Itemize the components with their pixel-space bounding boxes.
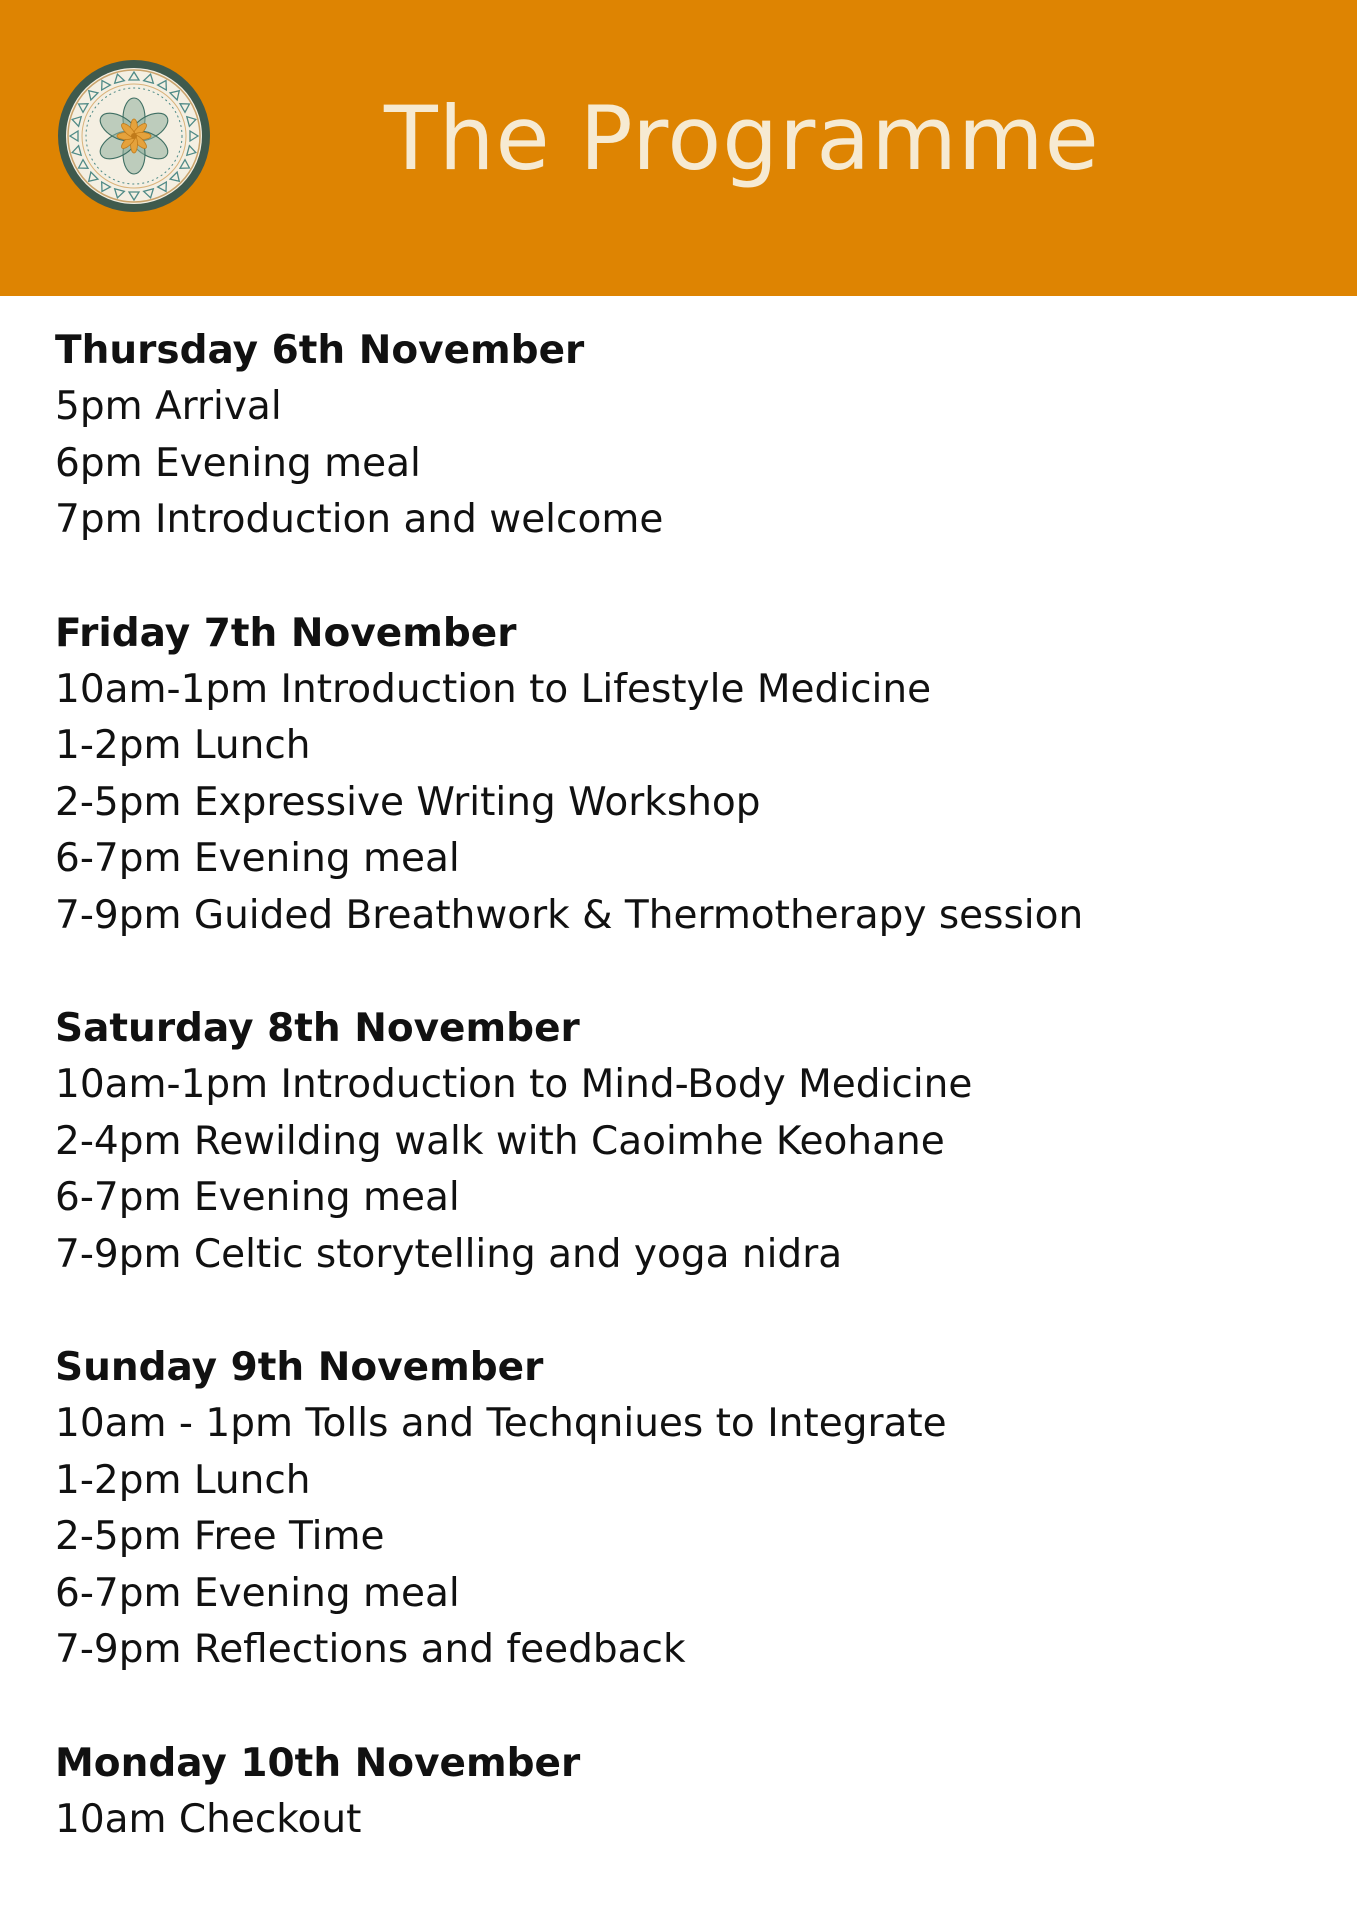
schedule-item: 1-2pm Lunch [55,1457,311,1503]
day-heading: Thursday 6th November [55,328,585,373]
schedule-item: 10am-1pm Introduction to Mind-Body Medicine [55,1062,973,1107]
day-heading: Sunday 9th November [55,1345,544,1390]
page-title: The Programme [384,87,1100,190]
schedule-item: 1-2pm Lunch [55,723,311,768]
day-section-saturday [55,1000,1315,1283]
schedule-item: 10am Checkout [55,1796,362,1842]
schedule-item: 2-5pm Expressive Writing Workshop [55,779,761,825]
schedule-item: 10am-1pm Introduction to Lifestyle Medicine [55,666,932,712]
programme-schedule [55,322,1315,1904]
schedule-item: 6-7pm Evening meal [55,836,460,881]
header-banner [0,0,1357,296]
day-section-friday [55,605,1315,945]
schedule-item: 10am - 1pm Tolls and Techqniues to Integrate [55,1401,947,1446]
schedule-item: 7-9pm Celtic storytelling and yoga nidra [55,1231,843,1277]
schedule-item: 2-4pm Rewilding walk with Caoimhe Keohane [55,1118,945,1164]
schedule-item: 7pm Introduction and welcome [55,497,664,542]
day-section-thursday [55,322,1315,549]
flower-of-life-mandala-icon [56,58,212,214]
schedule-item: 2-5pm Free Time [55,1514,385,1559]
day-heading: Friday 7th November [55,610,517,656]
day-section-monday [55,1735,1315,1849]
day-heading: Monday 10th November [55,1740,581,1786]
schedule-item: 6-7pm Evening meal [55,1570,460,1616]
schedule-item: 5pm Arrival [55,384,282,429]
day-section-sunday [55,1339,1315,1679]
day-heading: Saturday 8th November [55,1006,580,1051]
schedule-item: 6-7pm Evening meal [55,1175,460,1220]
schedule-item: 6pm Evening meal [55,440,421,486]
schedule-item: 7-9pm Reflections and feedback [55,1627,686,1672]
schedule-item: 7-9pm Guided Breathwork & Thermotherapy session [55,892,1084,938]
